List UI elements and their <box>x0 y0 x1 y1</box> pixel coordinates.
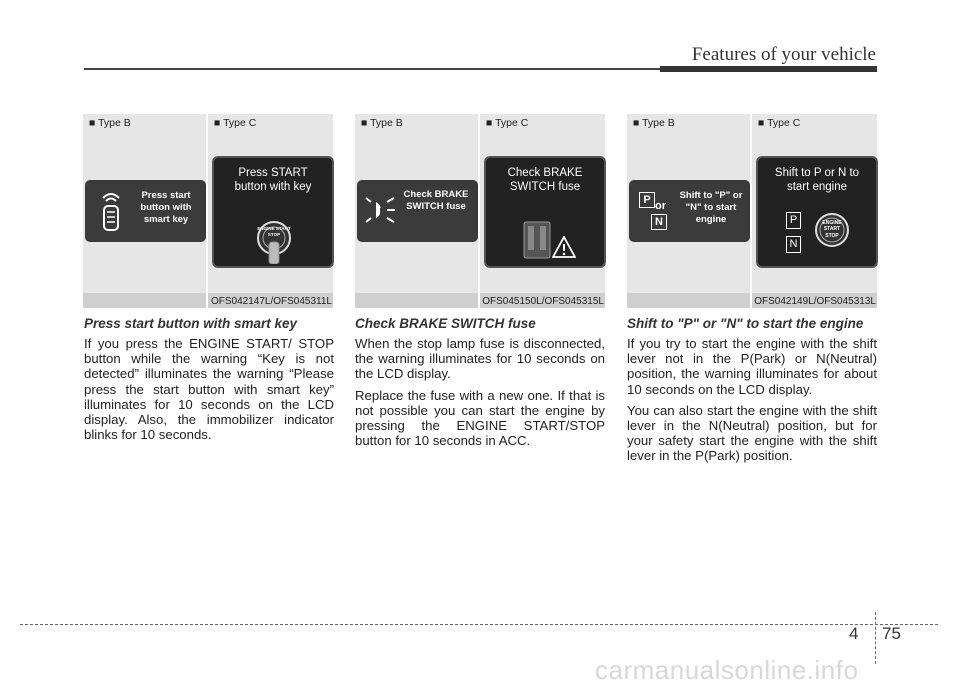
footer-divider <box>875 612 876 664</box>
caption-shift-p-n: Shift to "P" or "N" to start the engine <box>627 316 864 331</box>
paragraph: Replace the fuse with a new one. If that is not possible you can start the engine by pressing the ENGINE START/STOP button for 10 seconds in ACC. <box>355 387 605 449</box>
lcd-c-icon-text: ENGINE START STOP <box>822 220 842 239</box>
image-code: OFS042149L/OFS045313L <box>754 296 876 307</box>
brake-warning-icon <box>365 194 397 226</box>
type-c-label: ■ Type C <box>486 117 529 129</box>
p-gear-box: P <box>786 212 801 229</box>
lcd-c-message: Shift to P or N to start engine <box>774 167 860 194</box>
paragraph: If you try to start the engine with the shift lever not in the P(Park) or N(Neutral) position, the warning illuminates for about 10 seconds on the LCD display. <box>627 336 877 397</box>
lcd-c-icon-text: ENGINE START STOP <box>257 226 291 237</box>
lcd-c-message: Check BRAKE SWITCH fuse <box>507 167 583 194</box>
lcd-type-b-brake-switch <box>357 180 478 242</box>
paragraph: You can also start the engine with the shift lever in the N(Neutral) position, but for your safety start the engine with the shift lever in the P(Park) position. <box>627 402 877 464</box>
lcd-type-c-shift <box>756 156 878 268</box>
caption-brake-switch: Check BRAKE SWITCH fuse <box>355 316 536 331</box>
lcd-c-message: Press START button with key <box>234 167 312 194</box>
type-b-label: ■ Type B <box>89 117 131 129</box>
header-bar <box>660 66 877 72</box>
lcd-type-b-shift <box>629 180 750 242</box>
caption-smart-key: Press start button with smart key <box>84 316 298 331</box>
svg-text:!: ! <box>379 207 383 218</box>
figure-panel-brake-switch <box>355 114 605 308</box>
fuse-icon <box>522 220 552 260</box>
body-brake-switch <box>355 336 605 454</box>
body-shift-p-n <box>627 336 877 470</box>
body-smart-key <box>84 336 334 448</box>
lcd-type-c-smart-key <box>212 156 334 268</box>
image-code: OFS042147L/OFS045311L <box>210 296 332 307</box>
page-number: 75 <box>882 624 901 643</box>
lcd-type-b-smart-key <box>85 180 206 242</box>
n-gear-box: N <box>786 236 801 253</box>
type-c-label: ■ Type C <box>214 117 257 129</box>
paragraph: When the stop lamp fuse is disconnected, the warning illuminates for 10 seconds on the LCD display. <box>355 336 605 382</box>
chapter-number: 4 <box>849 624 859 643</box>
or-label: or <box>655 200 666 212</box>
header-rule <box>84 68 660 70</box>
footer-rule <box>20 624 938 625</box>
panel-separator <box>750 114 752 308</box>
lcd-type-c-brake-switch <box>484 156 606 268</box>
paragraph: If you press the ENGINE START/ STOP button while the warning “Key is not detected” illuminates the warning “Please press the start button with smart key” illuminates for 10 seconds on the LCD display. Also, the immobilizer indicator blinks for 10 seconds. <box>84 336 334 443</box>
lcd-b-message: Shift to "P" or "N" to start engine <box>679 190 743 225</box>
type-b-label: ■ Type B <box>361 117 403 129</box>
lcd-b-message: Check BRAKE SWITCH fuse <box>403 189 469 212</box>
panel-separator <box>478 114 480 308</box>
figure-panel-shift-p-n <box>627 114 877 308</box>
smart-key-icon <box>97 190 125 234</box>
figure-panel-smart-key <box>83 114 333 308</box>
image-code: OFS045150L/OFS045315L <box>482 296 604 307</box>
panel-separator <box>206 114 208 308</box>
warning-triangle-icon <box>552 236 576 258</box>
start-stop-button-icon <box>254 218 294 264</box>
p-gear-box: P <box>639 192 655 208</box>
type-b-label: ■ Type B <box>633 117 675 129</box>
watermark: carmanualsonline.info <box>595 655 859 685</box>
type-c-label: ■ Type C <box>758 117 801 129</box>
section-title: Features of your vehicle <box>691 44 876 65</box>
n-gear-box: N <box>651 214 667 230</box>
lcd-b-message: Press start button with smart key <box>140 190 192 225</box>
